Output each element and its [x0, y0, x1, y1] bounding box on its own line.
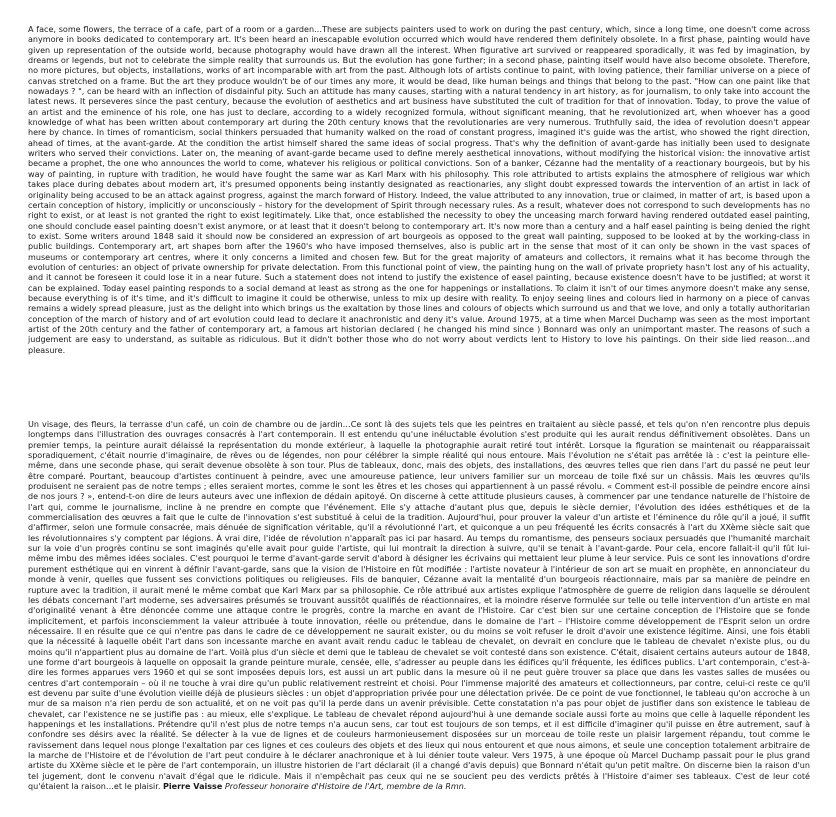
author-title: Professeur honoraire d'Histoire de l'Art, membre de la Rmn.	[224, 782, 467, 792]
english-paragraph: A face, some flowers, the terrace of a cafe, part of a room or a garden…These are subjects painters used to work on during the past century, which, since a long time, one doesn't come across anymore in books dedicated to contemporary art. It's been heard an inescapable evolution occurred which would have rendered them definitely obsolete. In a first phase, painting would have given up representation of the outside world, because photography would have drawn all the interest. When figurative art survived or reappeared sporadically, it was fed by imagination, by dreams or legends, but not to celebrate the simple reality that surrounds us. But the evolution has gone further; in a second phase, painting itself would have also become obsolete. Therefore, no more pictures, but objects, installations, works of art incomparable with art from the past. Although lots of artists continue to paint, with loving patience, their familiar universe on a piece of canvas stretched on a frame. But the art they produce wouldn't be of our times any more, it would be dead, like human beings and things that belong to the past. "How can one paint like that nowadays ? ", can be heard with an inflection of disdainful pity. Such an attitude has many causes, starting with a natural tendency in art history, as for journalism, to only take into account the latest news. It perseveres since the past century, because the evolution of aesthetics and art business have substituted the cult of tradition for that of innovation. Today, to prove the value of an artist and the eminence of his role, one has just to declare, according to a widely recognized formula, without significant meaning, that he revolutionized art, when whoever has a good knowledge of what has been written about contemporary art during the 20th century knows that the revolutionaries are very numerous. Truthfully said, the idea of revolution doesn't appear here by chance. In times of romanticism, social thinkers persuaded that humanity walked on the road of constant progress, imagined it's guide was the artist, who showed the right direction, ahead of times, at the avant-garde. At the condition the artist himself shared the same ideas of social progress. That's why the definition of avant-garde has initially been used to designate writers who served their convictions. Later on, the meaning of avant-garde became used to define merely aesthetical innovations, without modifying the historical vision: the innovative artist became a prophet, the one who announces the world to come, whatever his religious or political convictions. Son of a banker, Cézanne had the mentality of a reactionary bourgeois, but by his way of painting, in rupture with tradition, he would have fought the same war as Karl Marx with his philosophy. This role attributed to artists explains the atmosphere of religious war which takes place during debates about modern art, it's presumed opponents being instantly designated as reactionaries, any slight doubt expressed towards the intervention of an artist in lack of originality being accused to be an attack against progress, against the march forward of History. Indeed, the value attributed to any innovation, true or claimed, in matter of art, is based upon a certain conception of history, implicitly or unconsciously – history for the development of Spirit through necessary rules. As a result, whatever does not correspond to such developments has no right to exist, or at least is not granted the right to exist legitimately. Like that, once established the necessity to obey the unceasing march forward having rendered outdated easel painting, one should conclude easel painting doesn't exist anymore, or at least that it doesn't belong to contemporary art. It's now more than a century and a half easel painting is being denied the right to exist. Some writers around 1848 said it should now be considered an expression of art bourgeois as opposed to the great wall painting, supposed to be looked at by the working-class in public buildings. Contemporary art, art shapes born after the 1960's who have imposed themselves, also is public art in the sense that most of it can only be shown in the vast spaces of museums or contemporary art centres, where it only concerns a limited and chosen few. But for the great majority of amateurs and collectors, it remains what it has become through the evolution of centuries: an object of private ownership for private delectation. From this functional point of view, the painting hung on the wall of private propriety hasn't lost any of his actuality, and it cannot be foreseen it could lose it in a near future. Such a statement does not intend to justify the existence of easel painting, because existence doesn't have to be justified; at worst it can be explained. Today easel painting responds to a social demand at least as strong as the one for happenings or installations. To claim it isn't of our times anymore doesn't make any sense, because everything is of it's time, and it's difficult to imagine it could be otherwise, unless to mix up desire with reality. To enjoy seeing lines and colours lied in harmony on a piece of canvas remains a widely spread pleasure, just as the delight into which brings us the exaltation by those lines and colours of objects which surround us and that we love, and only a totally authoritarian conception of the march of history and of art evolution could lead to declare it anachronistic and deny it's value. Around 1975, at a time when Marcel Duchamp was seen as the most important artist of the 20th century and the father of contemporary art, a famous art historian declared ( he changed his mind since ) Bonnard was only an unimportant master. The reasons of such a judgement are easy to understand, as suitable as ridiculous. But it didn't bother those who do not worry about verdicts lent to History to love his paintings. On their side lied reason…and pleasure.	[28, 25, 810, 355]
french-body-text: Un visage, des fleurs, la terrasse d'un café, un coin de chambre ou de jardin…Ce sont là des sujets tels que les peintres en traitaient au siècle passé, et tels qu'on n'en rencontre plus depuis longtemps dans l'illustration des ouvrages consacrés à l'art contemporain. Il est entendu qu'une inéluctable évolution s'est produite qui les aurait rendus définitivement obsolètes. Dans un premier temps, la peinture aurait délaissé la représentation du monde extérieur, à laquelle la photographie aurait retiré tout intérêt. Lorsque la figuration se maintenait ou réapparaissait sporadiquement, c'était nourrie d'imaginaire, de rêves ou de légendes, non pour célébrer la simple réalité qui nous entoure. Mais l'évolution ne s'était pas arrêtée là : c'est la peinture elle-même, dans une seconde phase, qui serait devenue obsolète à son tour. Plus de tableaux, donc, mais des objets, des installations, des œuvres telles que rien dans l'art du passé ne peut leur être comparé. Pourtant, beaucoup d'artistes continuent à peindre, avec une amoureuse patience, leur univers familier sur un morceau de toile fixé sur un châssis. Mais les œuvres qu'ils produisent ne seraient pas de notre temps ; elles seraient mortes, comme le sont les êtres et les choses qui appartiennent à un passé révolu. « Comment est-il possible de peindre encore ainsi de nos jours ? », entend-t-on dire de leurs auteurs avec une inflexion de dédain apitoyé. On discerne à cette attitude plusieurs causes, à commencer par une tendance naturelle de l'histoire de l'art qui, comme le journalisme, incline à ne prendre en compte que l'événement. Elle s'y attache d'autant plus que, depuis le siècle dernier, l'évolution des idées esthétiques et de la commercialisation des œuvres a fait que le culte de l'innovation s'est substitué à celui de la tradition. Aujourd'hui, pour prouver la valeur d'un artiste et l'éminence du rôle qu'il a joué, il suffit d'affirmer, selon une formule consacrée, mais dénuée de signification véritable, qu'il a révolutionné l'art, et quiconque a un peu fréquenté les écrits consacrés à l'art du XXème siècle sait que les révolutionnaires s'y comptent par légions. À vrai dire, l'idée de révolution n'apparaît pas ici par hasard. Au temps du romantisme, des penseurs sociaux persuadés que l'humanité marchait sur la voie d'un progrès continu se sont imaginés qu'elle avait pour guide l'artiste, qui lui montrait la direction à suivre, qu'il se tenait à l'avant-garde. Pour cela, encore fallait-il qu'il fût lui-même imbu des mêmes idées sociales. C'est pourquoi le terme d'avant-garde servit d'abord à désigner les écrivains qui mettaient leur plume à leur service. Puis ce sont les innovations d'ordre purement esthétique qui en vinrent à définir l'avant-garde, sans que la vision de l'Histoire en fût modifiée : l'artiste novateur à l'intérieur de son art se muait en prophète, en annonciateur du monde à venir, quelles que fussent ses convictions politiques ou religieuses. Fils de banquier, Cézanne avait la mentalité d'un bourgeois réactionnaire, mais par sa manière de peindre en rupture avec la tradition, il aurait mené le même combat que Karl Marx par sa philosophie. Ce rôle attribué aux artistes explique l'atmosphère de guerre de religion dans laquelle se déroulent les débats concernant l'art moderne, ses adversaires présumés se trouvant aussitôt qualifiés de réactionnaires, et la moindre réserve formulée sur telle ou telle intervention d'un artiste en mal d'originalité venant à être dénoncée comme une attaque contre le progrès, contre la marche en avant de l'Histoire. Car c'est bien sur une certaine conception de l'Histoire que se fonde implicitement, et parfois inconsciemment la valeur attribuée à toute innovation, réelle ou prétendue, dans le domaine de l'art – l'Histoire comme développement de l'Esprit selon un ordre nécessaire. Il en résulte que ce qui n'entre pas dans le cadre de ce développement ne saurait exister, ou du moins se voit refuser le droit d'avoir une existence légitime. Ainsi, une fois établi que la nécessité à laquelle obéit l'art dans son incessante marche en avant avait rendu caduc le tableau de chevalet, on devrait en conclure que le tableau de chevalet n'existe plus, ou du moins qu'il n'appartient plus au domaine de l'art. Voilà plus d'un siècle et demi que le tableau de chevalet se voit contesté dans son existence. C'était, disaient certains auteurs autour de 1848, une forme d'art bourgeois à laquelle on opposait la grande peinture murale, censée, elle, s'adresser au peuple dans les édifices qu'il fréquente, les édifices publics. L'art contemporain, c'est-à-dire les formes apparues vers 1960 et qui se sont imposées depuis lors, est aussi un art public dans la mesure où il ne peut guère trouver sa place que dans les vastes salles de musées ou centres d'art contemporain – où il ne touche à vrai dire qu'un public relativement restreint et choisi. Pour l'immense majorité des amateurs et collectionneurs, par contre, celui-ci reste ce qu'il est devenu par suite d'une évolution vieille déjà de plusieurs siècles : un objet d'appropriation privée pour une délectation privée. De ce point de vue fonctionnel, le tableau qu'on accroche à un mur de sa maison n'a rien perdu de son actualité, et on ne voit pas qu'il la perde dans un avenir prévisible. Cette constatation n'a pas pour objet de justifier dans son existence le tableau de chevalet, car l'existence ne se justifie pas : au mieux, elle s'explique. Le tableau de chevalet répond aujourd'hui à une demande sociale aussi forte au moins que celle à laquelle répondent les happenings et les installations. Prétendre qu'il n'est plus de notre temps n'a aucun sens, car tout est toujours de son temps, et il est difficile d'imaginer qu'il puisse en être autrement, sauf à confondre ses désirs avec la réalité. Se délecter à la vue de lignes et de couleurs harmonieusement disposées sur un morceau de toile reste un plaisir largement répandu, tout comme le ravissement dans lequel nous plonge l'exaltation par ces lignes et ces couleurs des objets et des lieux qui nous entourent et que nous aimons, et seule une conception totalement arbitraire de la marche de l'Histoire et de l'évolution de l'art peut conduire à le déclarer anachronique et à lui dénier toute valeur. Vers 1975, à une époque où Marcel Duchamp passait pour le plus grand artiste du XXème siècle et le père de l'art contemporain, un illustre historien de l'art déclarait (il a changé d'avis depuis) que Bonnard n'était qu'un petit maître. On discerne bien la raison d'un tel jugement, dont le convenu n'avait d'égal que le ridicule. Mais il n'empêchait pas ceux qui ne se soucient peu des verdicts prêtés à l'Histoire d'aimer ses tableaux. C'est de leur coté qu'étaient la raison…et le plaisir.	[28, 420, 810, 792]
document-page	[28, 25, 810, 792]
author-name: Pierre Vaisse	[162, 782, 223, 792]
french-paragraph	[28, 420, 810, 792]
